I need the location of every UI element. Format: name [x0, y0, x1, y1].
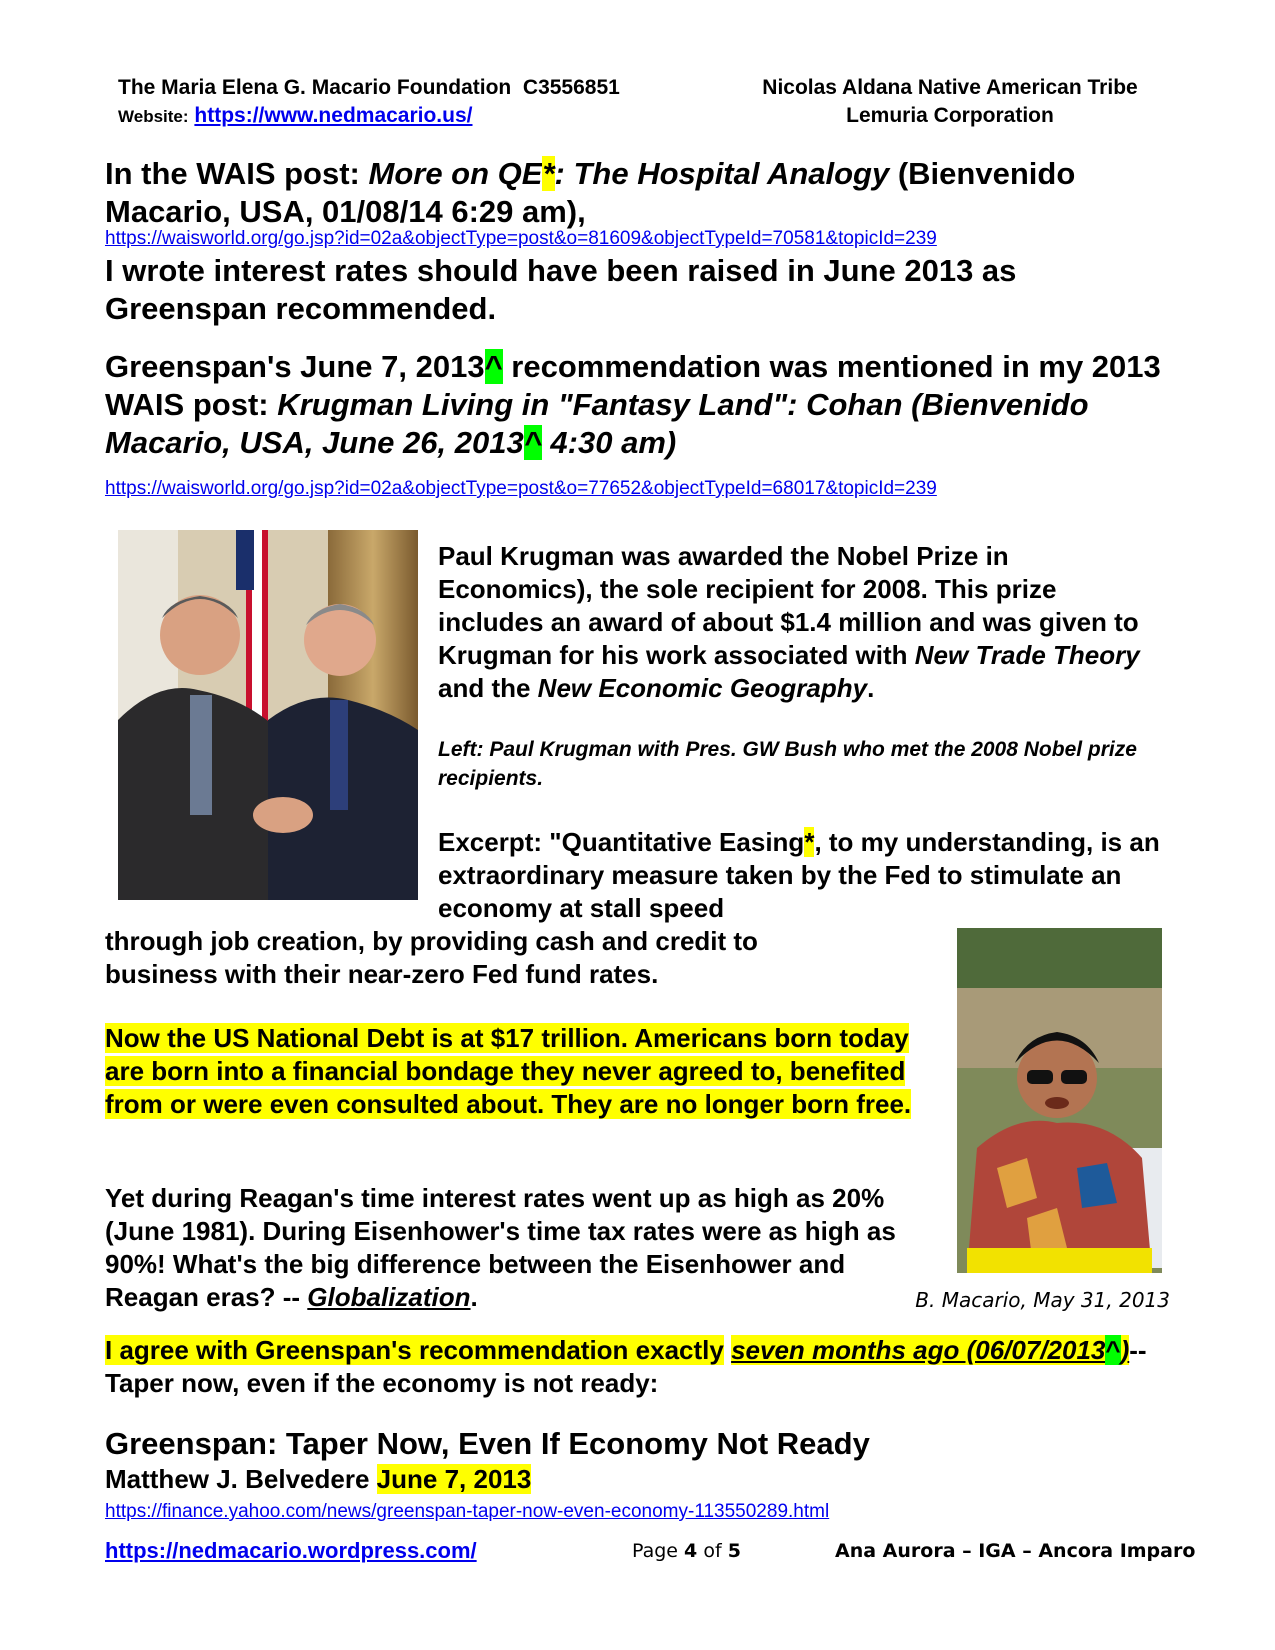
website-label: Website: [118, 107, 189, 126]
krugman-text-b: and the [438, 673, 538, 703]
agree-highlight: I agree with Greenspan's recommendation exactly [105, 1335, 724, 1365]
seven-months-ago: seven months ago (06/07/2013 [731, 1335, 1106, 1365]
macario-photo [957, 928, 1162, 1273]
star-marker: * [804, 827, 815, 857]
national-debt-paragraph [105, 1022, 925, 1121]
article-title: Greenspan: Taper Now, Even If Economy Not Ready [105, 1426, 870, 1461]
corp-name: Lemuria Corporation [846, 104, 1054, 127]
caret-marker: ^ [484, 349, 503, 384]
org-code: C3556851 [522, 76, 620, 99]
website-link[interactable]: https://www.nedmacario.us/ [194, 104, 473, 127]
gm-text-3: 4:30 am) [541, 425, 677, 460]
page-current: 4 [684, 1540, 698, 1562]
gm-text-1: Greenspan's June 7, 2013 [105, 349, 485, 384]
header-right [740, 74, 1160, 130]
org-name: The Maria Elena G. Macario Foundation [118, 76, 512, 99]
krugman-text-a: Paul Krugman was awarded the Nobel Prize in Economics), the sole recipient for 2008. This prize includes an award of about $1.4 million and was given to Krugman for his work associated with [438, 541, 1139, 670]
krugman-post-title: Krugman Living in "Fantasy Land": Cohan (Bienvenido Macario, USA, June 26, 2013 [105, 387, 1089, 460]
article-author: Matthew J. Belvedere [105, 1464, 370, 1494]
tribe-name: Nicolas Aldana Native American Tribe [762, 76, 1138, 99]
photo-caption-krugman: Left: Paul Krugman with Pres. GW Bush who met the 2008 Nobel prize recipients. [438, 738, 1137, 790]
photo-caption-macario: B. Macario, May 31, 2013 [915, 1288, 1170, 1312]
greenspan-mention [105, 348, 1185, 462]
gm-text-2: recommendation was mentioned in my 2013 WAIS post: [105, 349, 1161, 422]
krugman-paragraph [438, 540, 1168, 705]
footer-motto: Ana Aurora – IGA – Ancora Imparo [835, 1540, 1196, 1562]
krugman-bush-photo [118, 530, 418, 900]
wais-post-title-end: : The Hospital Analogy [554, 156, 890, 191]
star-marker: * [542, 156, 555, 191]
excerpt-continuation: through job creation, by providing cash and credit to business with their near-zero Fed fund rates. [105, 926, 758, 989]
footer-blog-link[interactable]: https://nedmacario.wordpress.com/ [105, 1538, 477, 1563]
reagan-end: . [470, 1282, 478, 1312]
caret-marker: ^ [1105, 1335, 1121, 1365]
page-label: Page [632, 1540, 678, 1562]
globalization-word: Globalization [307, 1282, 471, 1312]
page-total: 5 [727, 1540, 741, 1562]
excerpt-text-2: , to my understanding, is an extraordinary measure taken by the Fed to stimulate an economy at stall speed [438, 827, 1160, 923]
intro-suffix: (Bienvenido Macario, USA, 01/08/14 6:29 am), [105, 156, 1076, 229]
page-of: of [703, 1540, 722, 1562]
krugman-text-c: . [867, 673, 875, 703]
debt-highlight: Now the US National Debt is at $17 trillion. Americans born today are born into a financial bondage they never agreed to, benefited from or were even consulted about. They are no longer born free. [105, 1023, 912, 1119]
new-economic-geography: New Economic Geography [537, 673, 868, 703]
wais-url-2[interactable]: https://waisworld.org/go.jsp?id=02a&objectType=post&o=77652&objectTypeId=68017&topicId=239 [105, 478, 937, 499]
page-number [632, 1540, 741, 1562]
new-trade-theory: New Trade Theory [914, 640, 1140, 670]
article-meta [105, 1463, 531, 1495]
wais-url-1[interactable]: https://waisworld.org/go.jsp?id=02a&objectType=post&o=81609&objectTypeId=70581&topicId=239 [105, 228, 937, 249]
caret-marker: ^ [523, 425, 542, 460]
reagan-eisenhower-paragraph [105, 1182, 925, 1314]
intro-prefix: In the WAIS post: [105, 156, 369, 191]
raised-statement: I wrote interest rates should have been raised in June 2013 as Greenspan recommended. [105, 253, 1017, 326]
seven-months-close: ) [1120, 1335, 1130, 1365]
header-left [118, 74, 620, 131]
agree-paragraph [105, 1334, 1185, 1400]
article-date: June 7, 2013 [376, 1464, 532, 1494]
agree-text-2: --Taper now, even if the economy is not ready: [105, 1335, 1147, 1398]
excerpt-paragraph [438, 826, 1168, 925]
article-url[interactable]: https://finance.yahoo.com/news/greenspan-taper-now-even-economy-113550289.html [105, 1501, 830, 1522]
wais-post-title: More on QE [368, 156, 543, 191]
excerpt-text-1: Excerpt: "Quantitative Easing [438, 827, 805, 857]
intro-heading [105, 155, 1185, 231]
reagan-text: Yet during Reagan's time interest rates went up as high as 20% (June 1981). During Eisenhower's time tax rates were as high as 90%! What's the big difference between the Eisenhower and Reagan eras? -- [105, 1183, 896, 1312]
